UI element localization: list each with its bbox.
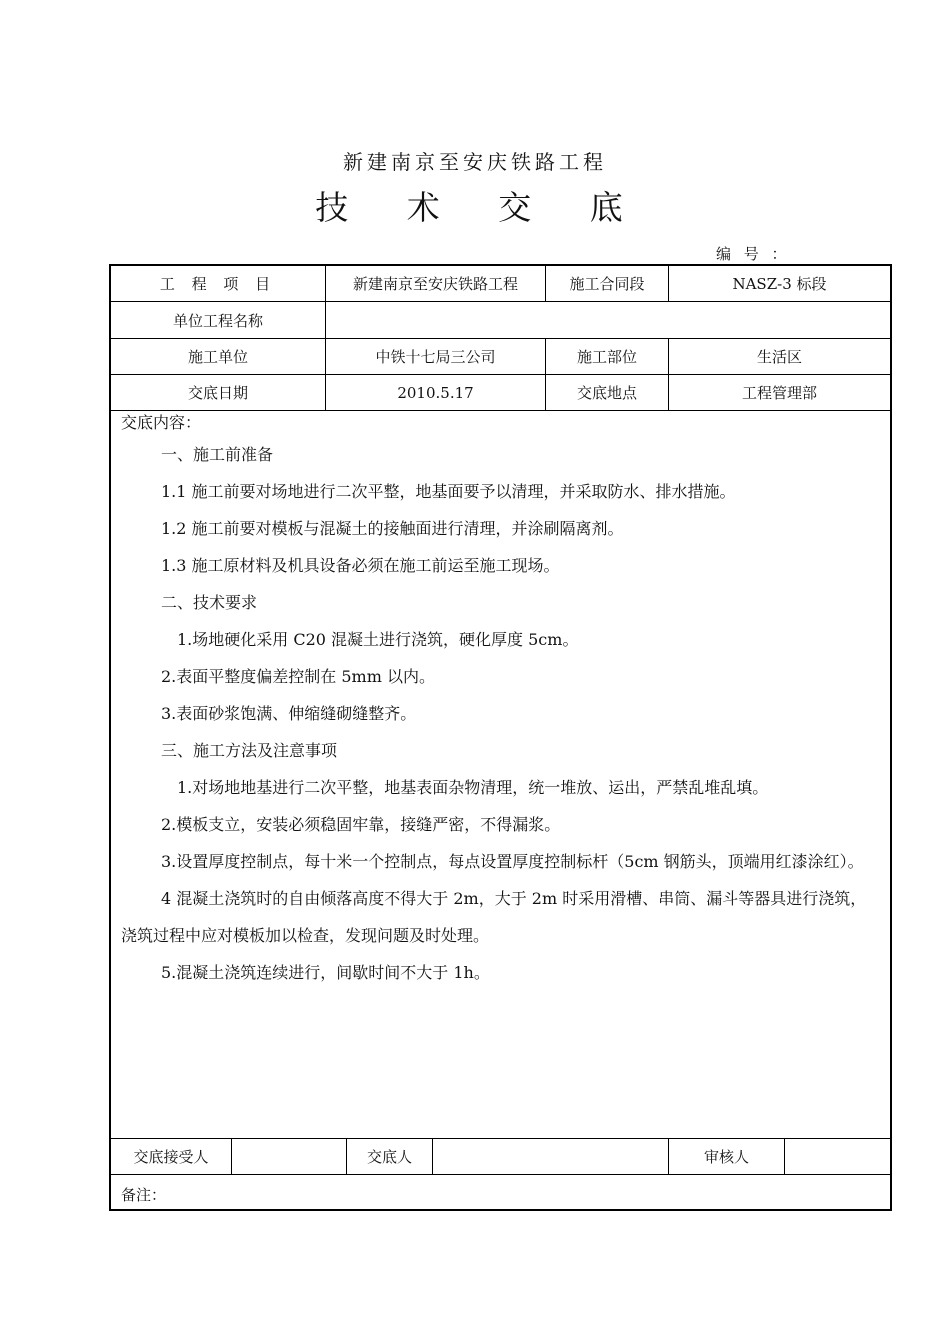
content-line: 4 混凝土浇筑时的自由倾落高度不得大于 2m，大于 2m 时采用滑槽、串筒、漏斗等器具进行浇筑，浇筑过程中应对模板加以检查，发现问题及时处理。 xyxy=(121,889,867,945)
content-line: 1.场地硬化采用 C20 混凝土进行浇筑，硬化厚度 5cm。 xyxy=(177,630,579,649)
disclosure-place-label: 交底地点 xyxy=(576,384,637,402)
receiver-label: 交底接受人 xyxy=(133,1148,209,1166)
content-line: 2.模板支立，安装必须稳固牢靠，接缝严密，不得漏浆。 xyxy=(161,815,561,834)
disclosure-date-label: 交底日期 xyxy=(187,384,248,402)
content-line: 2.表面平整度偏差控制在 5mm 以内。 xyxy=(161,667,435,686)
content-line: 1.对场地地基进行二次平整，地基表面杂物清理，统一堆放、运出，严禁乱堆乱填。 xyxy=(177,778,769,797)
project-item-label: 工 程 项 目 xyxy=(159,275,277,293)
section-title: 一、施工前准备 xyxy=(161,445,274,464)
content-line: 3.表面砂浆饱满、伸缩缝砌缝整齐。 xyxy=(161,704,417,723)
content-line: 5.混凝土浇筑连续进行，间歇时间不大于 1h。 xyxy=(161,963,490,982)
construction-part-value: 生活区 xyxy=(756,348,802,366)
row-divider xyxy=(111,1174,890,1175)
content-line: 1.1 施工前要对场地进行二次平整，地基面要予以清理，并采取防水、排水措施。 xyxy=(161,482,736,501)
discloser-label: 交底人 xyxy=(366,1148,412,1166)
disclosure-date-value: 2010.5.17 xyxy=(397,383,474,402)
project-item-value: 新建南京至安庆铁路工程 xyxy=(352,275,518,293)
reviewer-label: 审核人 xyxy=(703,1148,749,1166)
discloser-signature-field[interactable] xyxy=(433,1139,668,1174)
doc-number-label: 编 号 ： xyxy=(716,245,791,263)
construction-unit-value: 中铁十七局三公司 xyxy=(375,348,496,366)
contract-section-value: NASZ-3 标段 xyxy=(732,275,827,293)
disclosure-form xyxy=(109,264,892,1211)
construction-part-label: 施工部位 xyxy=(576,348,637,366)
reviewer-signature-field[interactable] xyxy=(785,1139,890,1174)
unit-project-name-label: 单位工程名称 xyxy=(172,311,263,330)
remark-label: 备注： xyxy=(121,1186,167,1204)
contract-section-label: 施工合同段 xyxy=(569,275,645,293)
construction-unit-label: 施工单位 xyxy=(187,348,248,366)
content-line: 1.3 施工原材料及机具设备必须在施工前运至施工现场。 xyxy=(161,556,560,575)
row-divider xyxy=(111,410,890,411)
project-title: 新建南京至安庆铁路工程 xyxy=(343,150,607,174)
content-line: 3.设置厚度控制点，每十米一个控制点，每点设置厚度控制标杆（5cm 钢筋头，顶端用红漆涂红）。 xyxy=(161,852,864,871)
content-line: 1.2 施工前要对模板与混凝土的接触面进行清理，并涂刷隔离剂。 xyxy=(161,519,624,538)
content-heading: 交底内容： xyxy=(121,413,202,432)
disclosure-place-value: 工程管理部 xyxy=(741,384,817,402)
unit-project-name-value xyxy=(326,302,890,338)
receiver-signature-field[interactable] xyxy=(232,1139,346,1174)
disclosure-content xyxy=(111,412,890,991)
section-title: 二、技术要求 xyxy=(161,593,258,612)
document-title: 技 术 交 底 xyxy=(315,188,647,227)
section-title: 三、施工方法及注意事项 xyxy=(161,741,338,760)
